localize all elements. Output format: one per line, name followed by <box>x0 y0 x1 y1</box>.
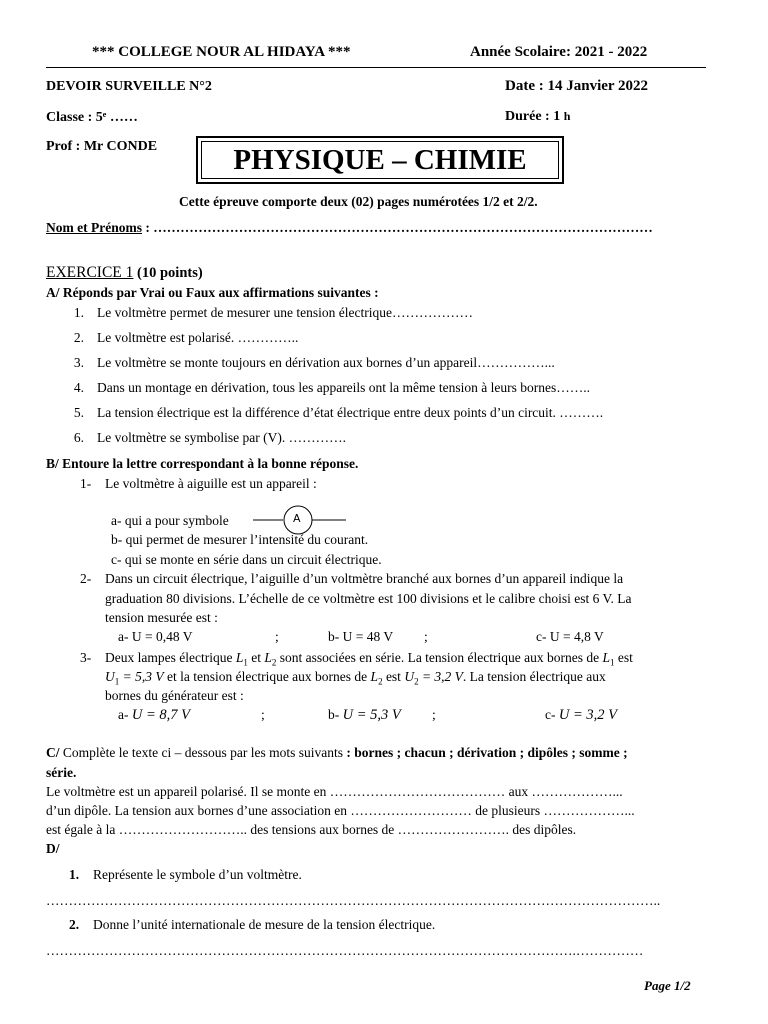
list-item-number: 6. <box>73 430 84 445</box>
q2-line: graduation 80 divisions. L’échelle de ce voltmètre est 100 divisions et le calibre choisi est 6 V. La <box>105 591 632 606</box>
q1-option-c[interactable]: c- qui se monte en série dans un circuit électrique. <box>111 552 382 567</box>
part-b-heading: B/ Entoure la lettre correspondant à la bonne réponse. <box>46 456 359 471</box>
page-number: Page 1/2 <box>644 978 691 993</box>
list-item: Le voltmètre se monte toujours en dérivation aux bornes d’un appareil……………... <box>97 355 555 370</box>
notice-text: Cette épreuve comporte deux (02) pages numérotées 1/2 et 2/2. <box>179 194 538 209</box>
q3-line: Deux lampes électrique $L_1$ et $L_2$ sont associées en série. La tension électrique aux bornes de $L_1$ est <box>105 650 633 668</box>
separator: ; <box>432 707 436 722</box>
q3-option-a[interactable]: a- U = 8,7 V <box>118 707 190 723</box>
prof-label: Prof : Mr CONDE <box>46 139 158 154</box>
d-q1-number: 1. <box>69 867 80 882</box>
q3-line: $U_1 = 5,3$ V et la tension électrique aux bornes de $L_2$ est $U_2 = 3,2$ V. La tension électrique aux <box>105 669 606 687</box>
d-q2-number: 2. <box>69 917 80 932</box>
q3-number: 3- <box>80 650 92 665</box>
name-field[interactable]: Nom et Prénoms : ………………………………………………………………………………………………… <box>46 220 653 235</box>
q2-option-b[interactable]: b- U = 48 V <box>328 629 394 644</box>
q1-option-b[interactable]: b- qui permet de mesurer l’intensité du courant. <box>111 532 369 547</box>
q3-line: bornes du générateur est : <box>105 688 244 703</box>
devoir-label: DEVOIR SURVEILLE N°2 <box>46 79 212 94</box>
list-item-number: 4. <box>73 380 84 395</box>
part-c-heading: C/ Complète le texte ci – dessous par les mots suivants : bornes ; chacun ; dérivation ; dipôles ; somme ; <box>46 745 628 760</box>
list-item: Dans un montage en dérivation, tous les appareils ont la même tension à leurs bornes…….. <box>97 380 591 395</box>
separator: ; <box>275 629 279 644</box>
q1-option-a[interactable]: a- qui a pour symbole <box>111 513 229 528</box>
answer-line[interactable]: ……………………………………………………………………………………………………….…………… <box>46 943 644 958</box>
list-item: La tension électrique est la différence d’état électrique entre deux points d’un circuit. ………. <box>97 405 604 420</box>
fill-text-line[interactable]: est égale à la ……………………….. des tensions aux bornes de ……………………. des dipôles. <box>46 822 577 837</box>
school-name: *** COLLEGE NOUR AL HIDAYA *** <box>92 44 351 60</box>
part-a-heading: A/ Réponds par Vrai ou Faux aux affirmations suivantes : <box>46 285 379 300</box>
list-item-number: 5. <box>73 405 84 420</box>
exercise-title: EXERCICE 1 (10 points) <box>46 264 203 281</box>
fill-text-line[interactable]: Le voltmètre est un appareil polarisé. Il se monte en ………………………………… aux ………………... <box>46 784 623 799</box>
q1-text: Le voltmètre à aiguille est un appareil : <box>105 476 317 491</box>
q2-option-a[interactable]: a- U = 0,48 V <box>118 629 193 644</box>
q3-option-c[interactable]: c- U = 3,2 V <box>545 707 617 723</box>
header-rule <box>46 67 706 68</box>
separator: ; <box>424 629 428 644</box>
d-q1-text: Représente le symbole d’un voltmètre. <box>93 867 302 882</box>
list-item-number: 1. <box>73 305 84 320</box>
title-box <box>196 136 564 184</box>
list-item: Le voltmètre est polarisé. ………….. <box>97 330 299 345</box>
q2-line: Dans un circuit électrique, l’aiguille d’un voltmètre branché aux bornes d’un appareil indique la <box>105 571 624 586</box>
list-item: Le voltmètre se symbolise par (V). …………. <box>97 430 346 445</box>
part-d-heading: D/ <box>46 841 60 856</box>
separator: ; <box>261 707 265 722</box>
part-c-words: série. <box>46 765 77 780</box>
classe-label: Classe : 5ᵉ …… <box>46 110 138 125</box>
q2-option-c[interactable]: c- U = 4,8 V <box>536 629 604 644</box>
list-item-number: 2. <box>73 330 84 345</box>
d-q2-text: Donne l’unité internationale de mesure de la tension électrique. <box>93 917 436 932</box>
list-item-number: 3. <box>73 355 84 370</box>
q2-number: 2- <box>80 571 92 586</box>
symbol-letter: A <box>293 512 301 525</box>
date-label: Date : 14 Janvier 2022 <box>505 78 649 94</box>
q1-number: 1- <box>80 476 92 491</box>
list-item: Le voltmètre permet de mesurer une tension électrique……………… <box>97 305 474 320</box>
q3-option-b[interactable]: b- U = 5,3 V <box>328 707 401 723</box>
page-title: PHYSIQUE – CHIMIE <box>201 141 559 179</box>
school-year: Année Scolaire: 2021 - 2022 <box>470 44 648 60</box>
q2-line: tension mesurée est : <box>105 610 218 625</box>
duree-label: Durée : 1 h <box>505 109 571 124</box>
answer-line[interactable]: ……………………………………………………………………………………………………………………….. <box>46 893 661 908</box>
fill-text-line[interactable]: d’un dipôle. La tension aux bornes d’une association en ……………………… de plusieurs ………………... <box>46 803 635 818</box>
